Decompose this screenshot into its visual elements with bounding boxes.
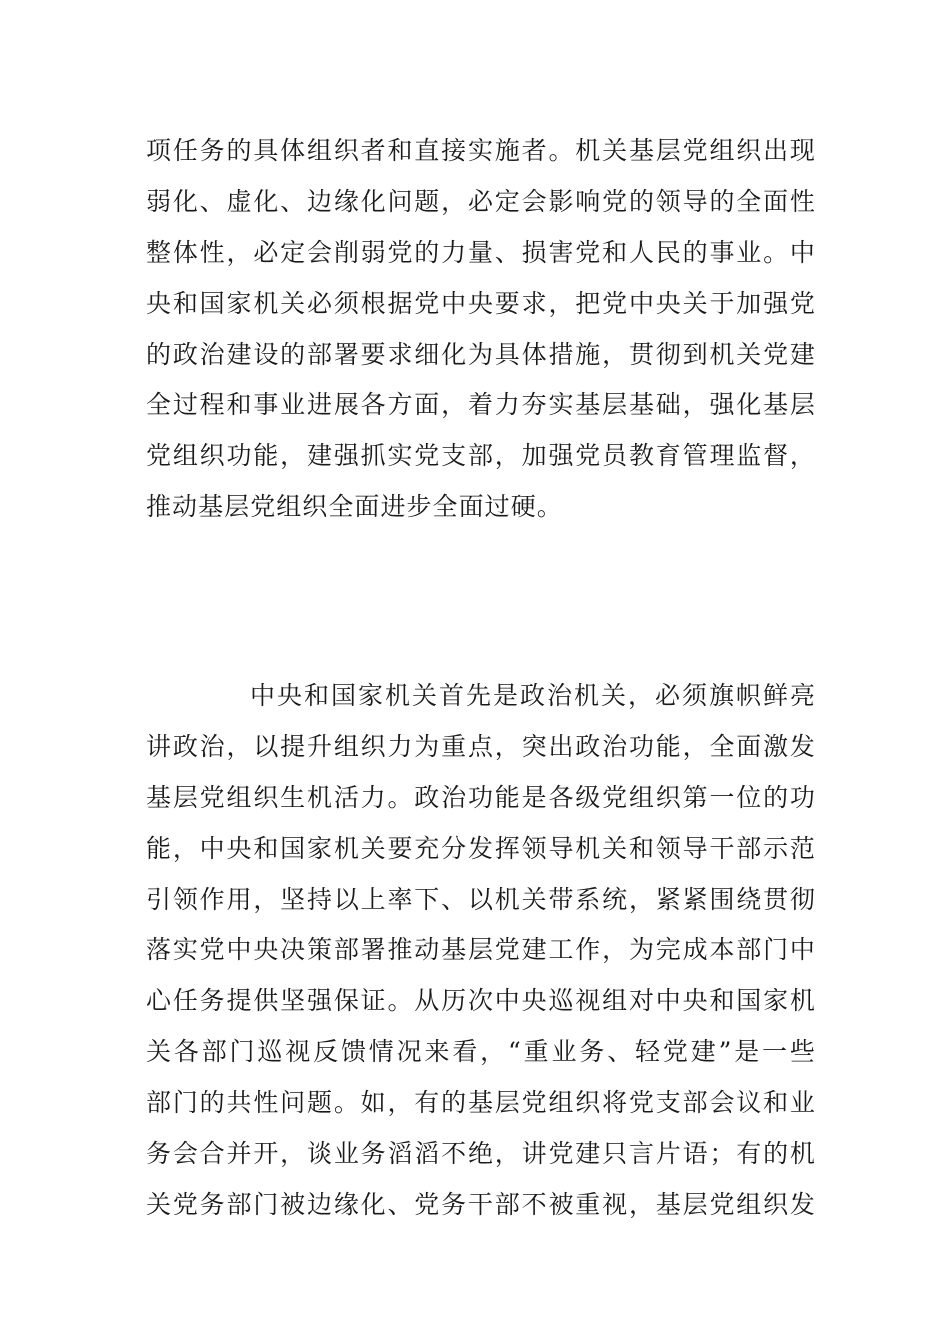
paragraph-line: 党组织功能，建强抓实党支部，加强党员教育管理监督， (146, 441, 816, 471)
paragraph-line: 项任务的具体组织者和直接实施者。机关基层党组织出现 (146, 136, 816, 165)
paragraph-line: 落实党中央决策部署推动基层党建工作，为完成本部门中 (146, 935, 816, 965)
paragraph-line: 讲政治，以提升组织力为重点，突出政治功能，全面激发 (146, 731, 816, 761)
paragraph-2 (146, 671, 816, 1231)
paragraph-1 (146, 126, 816, 533)
paragraph-line: 务会合并开，谈业务滔滔不绝，讲党建只言片语；有的机 (146, 1139, 816, 1169)
paragraph-line: 能，中央和国家机关要充分发挥领导机关和领导干部示范 (146, 833, 816, 863)
paragraph-line: 关党务部门被边缘化、党务干部不被重视，基层党组织发 (146, 1189, 816, 1219)
paragraph-line: 推动基层党组织全面进步全面过硬。 (146, 492, 563, 522)
paragraph-line: 的政治建设的部署要求细化为具体措施，贯彻到机关党建 (146, 339, 816, 369)
paragraph-line: 全过程和事业进展各方面，着力夯实基层基础，强化基层 (146, 390, 816, 420)
paragraph-line: 央和国家机关必须根据党中央要求，把党中央关于加强党 (146, 288, 816, 318)
paragraph-line: 基层党组织生机活力。政治功能是各级党组织第一位的功 (146, 782, 816, 812)
paragraph-line: 引领作用，坚持以上率下、以机关带系统，紧紧围绕贯彻 (146, 884, 816, 914)
paragraph-line: 整体性，必定会削弱党的力量、损害党和人民的事业。中 (146, 237, 816, 267)
paragraph-line: 心任务提供坚强保证。从历次中央巡视组对中央和国家机 (146, 986, 816, 1016)
paragraph-line: 关各部门巡视反馈情况来看，“重业务、轻党建”是一些 (146, 1037, 816, 1067)
paragraph-line: 中央和国家机关首先是政治机关，必须旗帜鲜亮 (250, 681, 816, 710)
paragraph-line: 部门的共性问题。如，有的基层党组织将党支部会议和业 (146, 1088, 816, 1118)
paragraph-line: 弱化、虚化、边缘化问题，必定会影响党的领导的全面性 (146, 186, 816, 216)
